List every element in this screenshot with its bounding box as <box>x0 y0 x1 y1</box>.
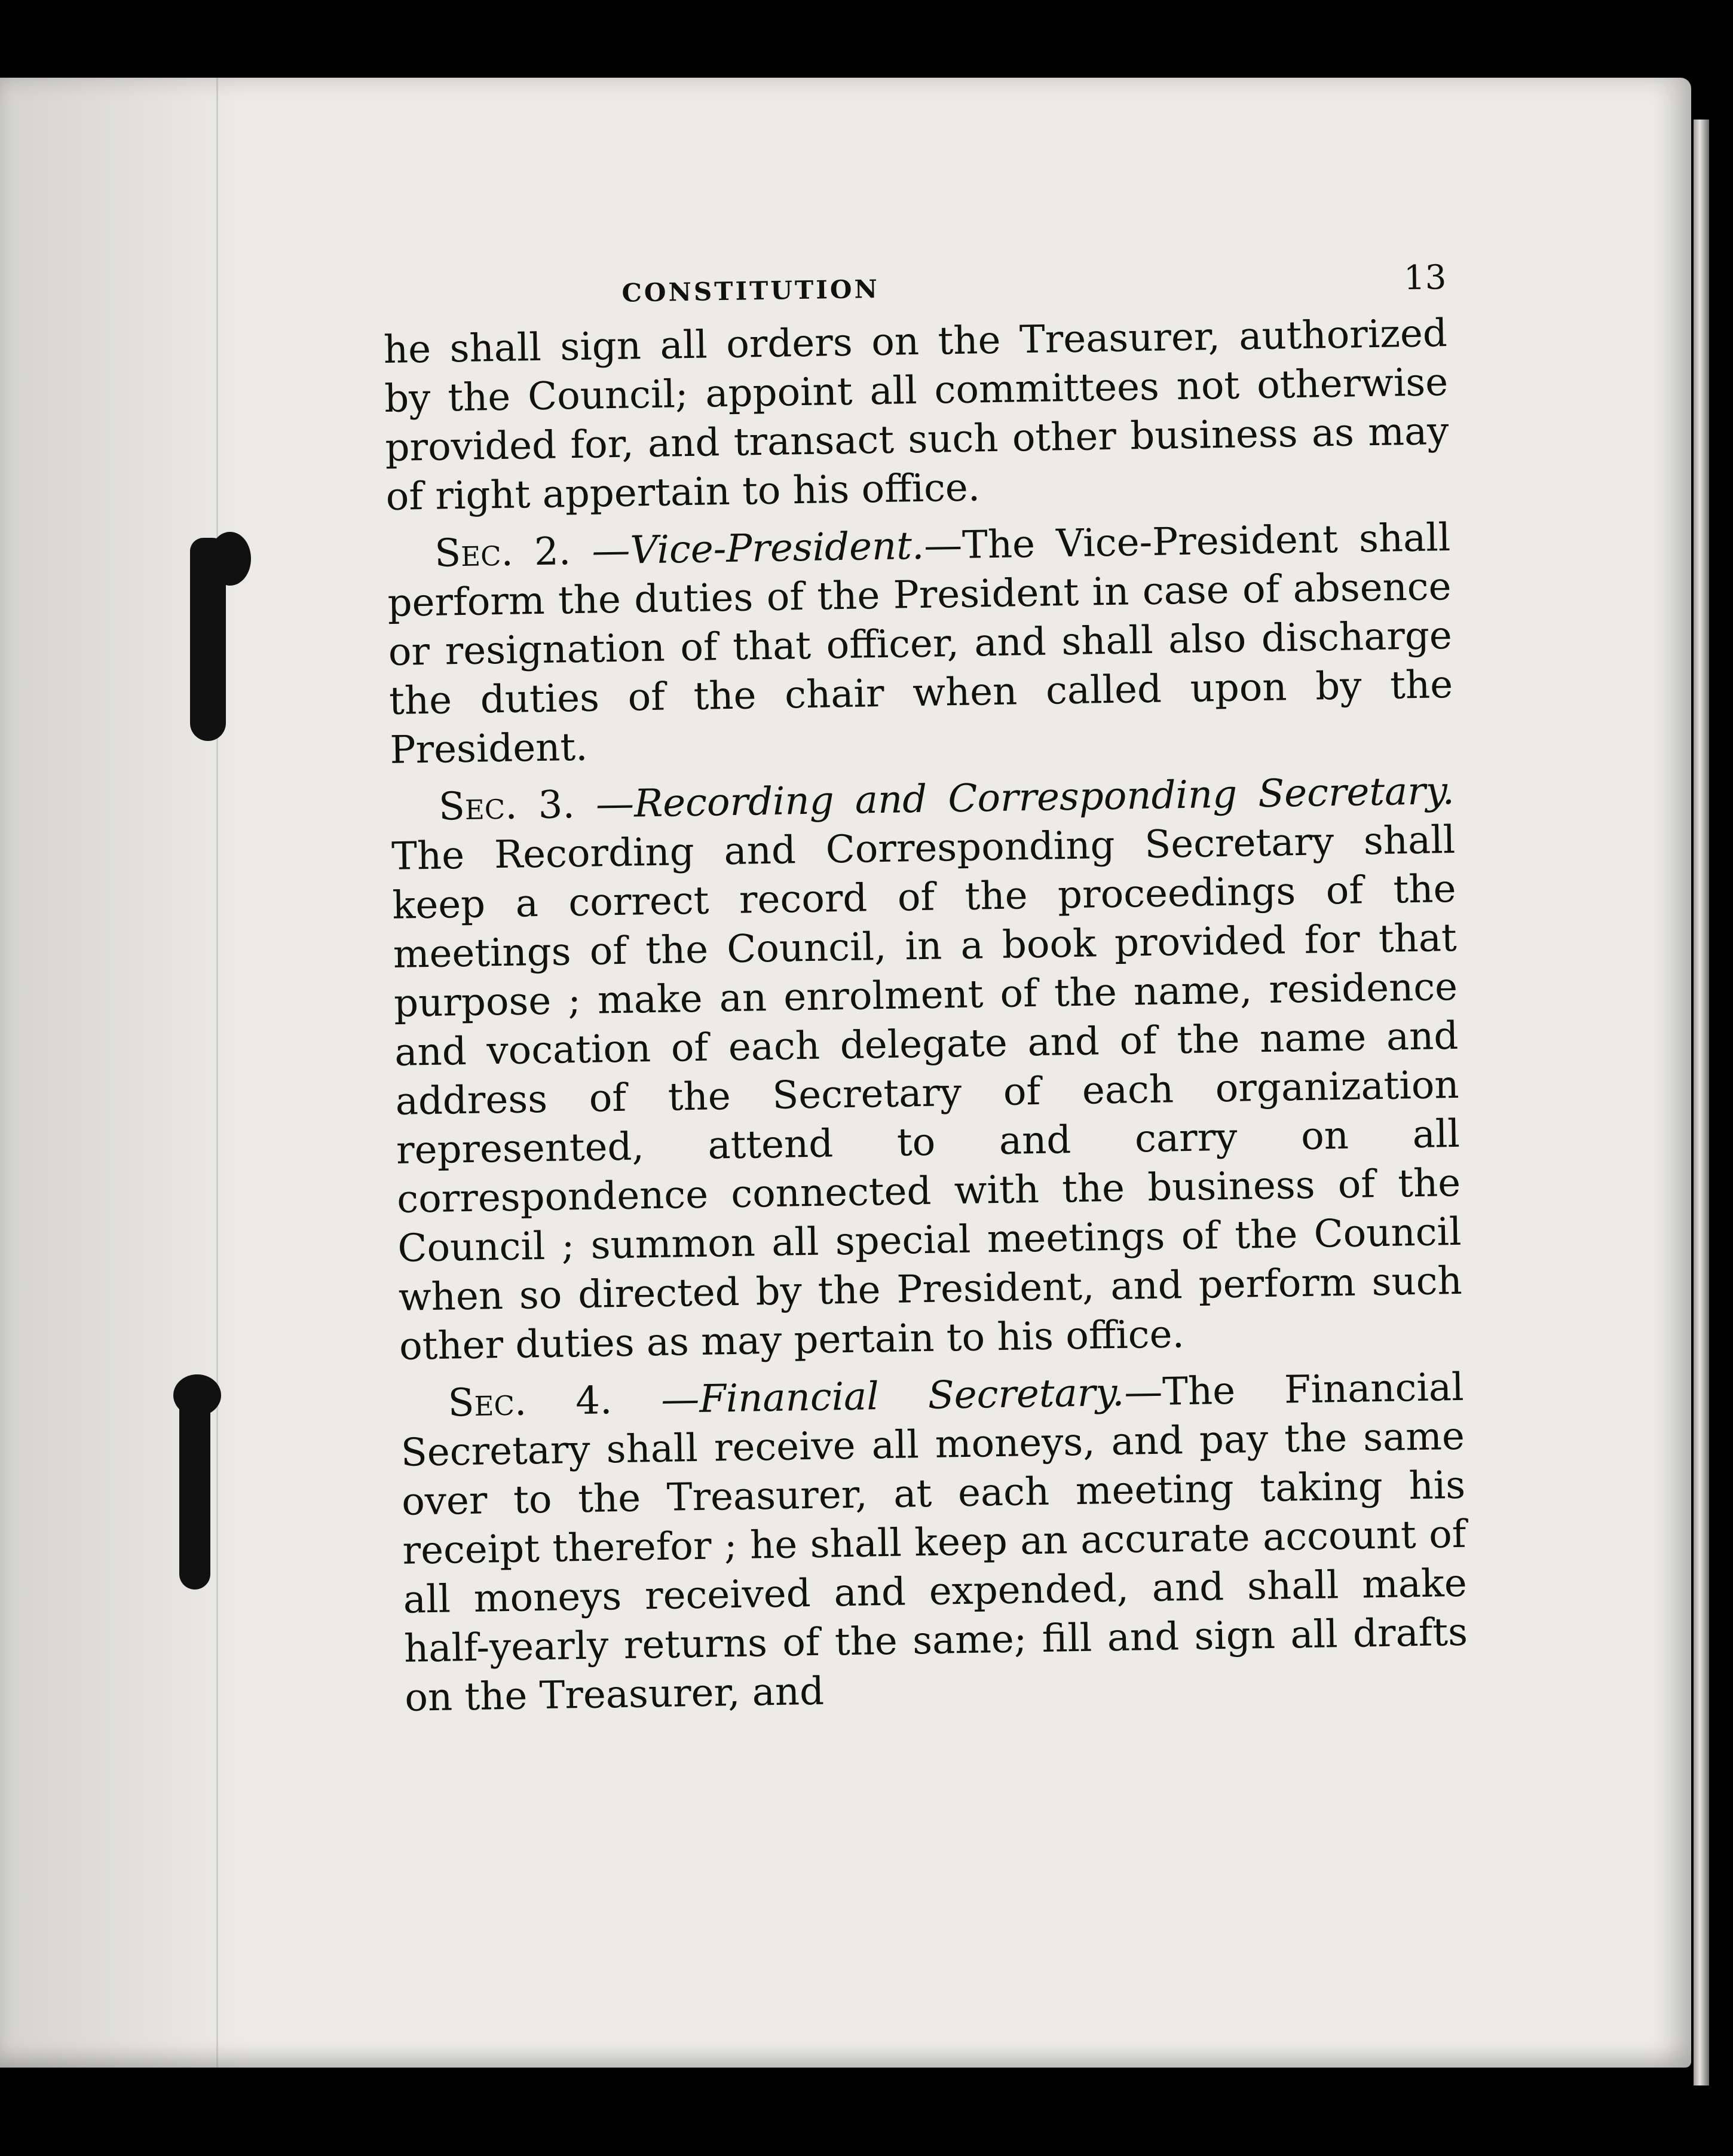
page-number: 13 <box>1403 258 1447 298</box>
section-text: —The Financial Secretary shall receive all moneys, and pay the same over to the Treasurer, at each meeting taking his receipt therefor ; he shall keep an accurate account of all moneys received and expended, and shall make half-yearly returns of the same; fill and sign all drafts on the Treasurer, and <box>400 1365 1468 1720</box>
section-title: —Financial Secretary. <box>660 1370 1125 1422</box>
text-block <box>382 258 1469 1731</box>
section-label: Sec. 2. <box>434 529 571 576</box>
section-title: —Recording and Corresponding Secretary. <box>595 768 1455 827</box>
section-text: The Recording and Corresponding Secretary shall keep a correct record of the proceedings of the meetings of the Council, in a book provided for that purpose ; make an enrolment of the name, residence and vocation of each delegate and of the name and address of the Secretary of each organization represented, attend to and carry on all correspondence connected with the business of the Council ; summon all special meetings of the Council when so directed by the President, and perform such other duties as may pertain to his office. <box>391 817 1463 1369</box>
binding-fold <box>216 78 218 2068</box>
binding-stitch-bottom <box>179 1380 210 1590</box>
section-paragraph <box>387 513 1454 775</box>
gutter-shadow <box>0 78 251 2068</box>
page-edge <box>1694 120 1709 2085</box>
section-label: Sec. 4. <box>448 1379 613 1426</box>
running-title: CONSTITUTION <box>621 274 880 308</box>
section-paragraph <box>390 767 1463 1371</box>
continuation-paragraph: he shall sign all orders on the Treasurer, authorized by the Council; appoint all committees not otherwise provided for, and transact such other business as may of right appertain to his office. <box>383 311 1449 519</box>
binding-stitch-top <box>190 538 226 741</box>
section-title: —Vice-President. <box>591 523 924 574</box>
section-label: Sec. 3. <box>438 783 575 829</box>
section-paragraph <box>400 1363 1469 1723</box>
section-text: —The Vice-President shall perform the duties of the President in case of absence or resignation of that officer, and shall also discharge the duties of the chair when called upon by the President. <box>387 515 1453 773</box>
